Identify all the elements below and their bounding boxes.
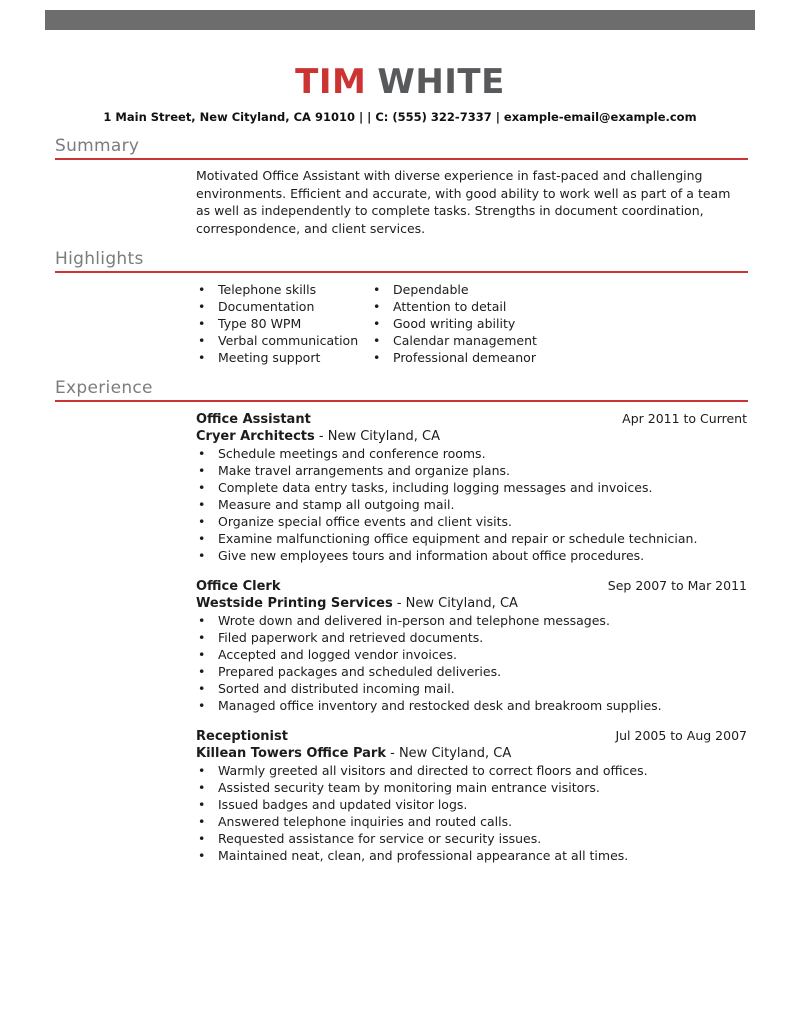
candidate-name [0,62,800,102]
duty-text: Requested assistance for service or security issues. [218,831,542,846]
duty-item [196,479,747,496]
duty-text: Give new employees tours and information about office procedures. [218,548,645,563]
highlight-label: Dependable [393,282,469,297]
duty-item [196,530,747,547]
duty-item [196,697,747,714]
highlight-item [196,298,371,315]
duty-text: Accepted and logged vendor invoices. [218,647,457,662]
highlight-item [371,315,747,332]
bullet-icon: • [198,548,206,563]
job-entry [196,727,747,864]
bullet-icon: • [198,463,206,478]
highlight-label: Documentation [218,299,315,314]
job-duties [196,762,747,864]
highlight-label: Attention to detail [393,299,507,314]
bullet-icon: • [198,831,206,846]
job-company: Westside Printing Services [196,596,393,611]
bullet-icon: • [198,780,206,795]
contact-line: 1 Main Street, New Cityland, CA 91010 | | C: (555) 322-7337 | example-email@example.com [103,110,697,124]
bullet-icon: • [198,299,206,314]
bullet-icon: • [198,333,206,348]
duty-item [196,813,747,830]
summary-heading: Summary [55,136,140,156]
last-name: WHITE [377,62,505,102]
job-header [196,727,747,745]
highlights-column-2 [371,281,747,366]
bullet-icon: • [198,698,206,713]
duty-text: Assisted security team by monitoring main entrance visitors. [218,780,600,795]
highlights-divider [55,271,748,273]
duty-item [196,796,747,813]
experience-heading: Experience [55,378,153,398]
job-header [196,577,747,595]
duty-item [196,496,747,513]
summary-text: Motivated Office Assistant with diverse experience in fast-paced and challenging environments. Efficient and accurate, with good ability to work well as part of a team as well as independently to complete tasks. Strengths in document coordination, correspondence, and client services. [196,168,731,236]
job-title: Office Clerk [196,579,281,594]
duty-text: Warmly greeted all visitors and directed to correct floors and offices. [218,763,648,778]
duty-item [196,612,747,629]
duty-text: Issued badges and updated visitor logs. [218,797,468,812]
bullet-icon: • [198,797,206,812]
job-location: - New Cityland, CA [314,429,440,444]
highlight-item [196,281,371,298]
job-duties [196,612,747,714]
job-dates: Jul 2005 to Aug 2007 [615,728,747,743]
duty-item [196,779,747,796]
duty-item [196,663,747,680]
duty-item [196,547,747,564]
job-location: - New Cityland, CA [392,596,518,611]
duty-item [196,830,747,847]
experience-divider [55,400,748,402]
highlights-section [0,249,800,366]
bullet-icon: • [373,316,381,331]
highlights-heading: Highlights [55,249,144,269]
bullet-icon: • [198,664,206,679]
duty-text: Organize special office events and client visits. [218,514,512,529]
job-entry [196,577,747,714]
highlight-label: Telephone skills [218,282,317,297]
duty-text: Filed paperwork and retrieved documents. [218,630,484,645]
duty-item [196,462,747,479]
bullet-icon: • [198,480,206,495]
bullet-icon: • [198,282,206,297]
job-company: Cryer Architects [196,429,315,444]
bullet-icon: • [198,647,206,662]
job-company: Killean Towers Office Park [196,746,386,761]
summary-section [0,136,800,237]
duty-item [196,629,747,646]
duty-text: Prepared packages and scheduled deliveries. [218,664,502,679]
job-duties [196,445,747,564]
bullet-icon: • [198,446,206,461]
bullet-icon: • [373,333,381,348]
bullet-icon: • [198,514,206,529]
bullet-icon: • [373,299,381,314]
bullet-icon: • [373,350,381,365]
bullet-icon: • [198,681,206,696]
duty-text: Wrote down and delivered in-person and telephone messages. [218,613,610,628]
bullet-icon: • [198,531,206,546]
job-location: - New Cityland, CA [386,746,512,761]
duty-item [196,445,747,462]
highlight-item [196,349,371,366]
highlight-item [196,315,371,332]
experience-section [0,378,800,864]
duty-text: Schedule meetings and conference rooms. [218,446,486,461]
highlight-item [371,332,747,349]
bullet-icon: • [373,282,381,297]
job-title: Receptionist [196,729,288,744]
highlight-item [371,349,747,366]
highlights-columns [196,281,747,366]
bullet-icon: • [198,316,206,331]
highlights-column-1 [196,281,371,366]
highlight-label: Verbal communication [218,333,359,348]
job-company-line [196,745,747,762]
job-company-line [196,595,747,612]
highlight-label: Meeting support [218,350,321,365]
duty-text: Maintained neat, clean, and professional appearance at all times. [218,848,629,863]
job-header [196,410,747,428]
duty-text: Sorted and distributed incoming mail. [218,681,455,696]
duty-text: Answered telephone inquiries and routed calls. [218,814,513,829]
job-dates: Apr 2011 to Current [622,411,747,426]
bullet-icon: • [198,814,206,829]
highlight-label: Good writing ability [393,316,516,331]
job-dates: Sep 2007 to Mar 2011 [607,578,747,593]
duty-item [196,762,747,779]
highlight-item [371,281,747,298]
bullet-icon: • [198,763,206,778]
bullet-icon: • [198,630,206,645]
job-company-line [196,428,747,445]
duty-item [196,646,747,663]
header-bar [45,10,755,30]
bullet-icon: • [198,350,206,365]
bullet-icon: • [198,848,206,863]
duty-text: Measure and stamp all outgoing mail. [218,497,455,512]
highlight-label: Calendar management [393,333,537,348]
first-name: TIM [295,62,367,102]
highlight-label: Type 80 WPM [218,316,302,331]
highlight-item [196,332,371,349]
highlight-item [371,298,747,315]
duty-text: Complete data entry tasks, including logging messages and invoices. [218,480,653,495]
duty-item [196,680,747,697]
job-list [196,410,747,864]
summary-divider [55,158,748,160]
highlight-label: Professional demeanor [393,350,536,365]
duty-text: Examine malfunctioning office equipment and repair or schedule technician. [218,531,698,546]
duty-text: Make travel arrangements and organize plans. [218,463,510,478]
job-entry [196,410,747,564]
duty-text: Managed office inventory and restocked desk and breakroom supplies. [218,698,662,713]
duty-item [196,847,747,864]
job-title: Office Assistant [196,412,311,427]
bullet-icon: • [198,613,206,628]
duty-item [196,513,747,530]
bullet-icon: • [198,497,206,512]
